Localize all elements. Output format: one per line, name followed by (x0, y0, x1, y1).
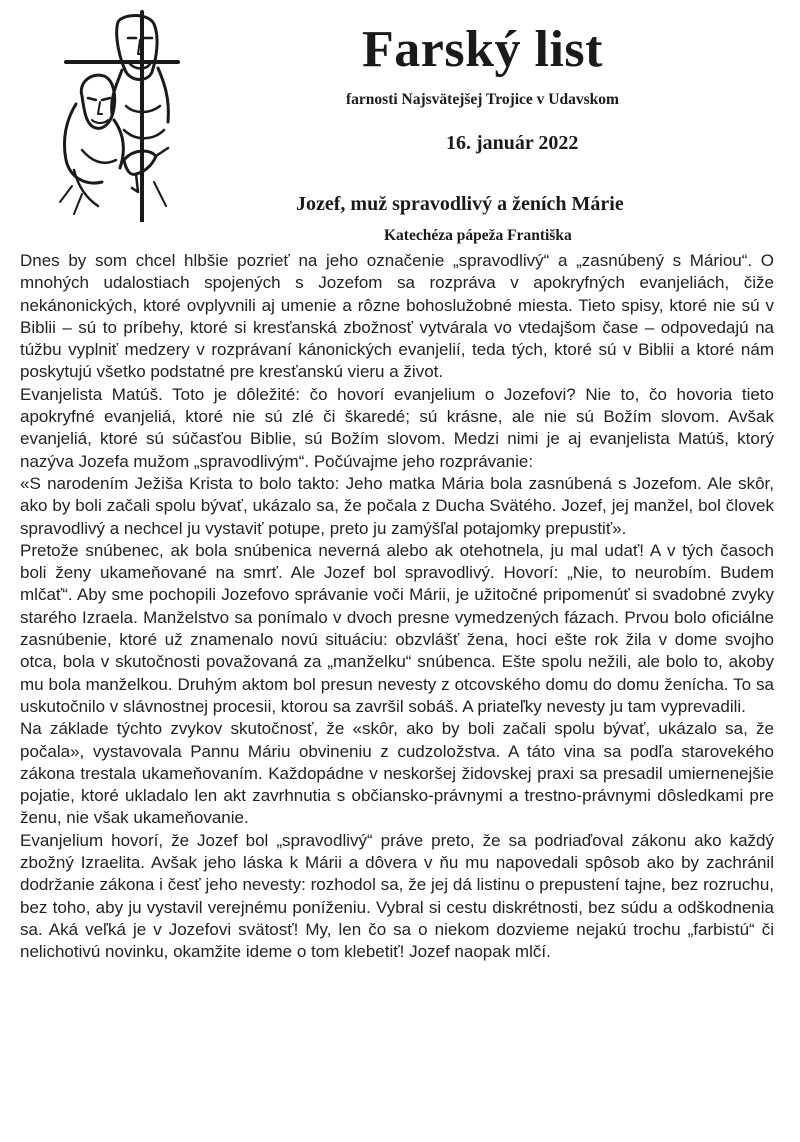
parish-subtitle: farnosti Najsvätejšej Trojice v Udavskom (346, 91, 619, 108)
article-author: Katechéza pápeža Františka (384, 227, 572, 244)
article-headline: Jozef, muž spravodlivý a ženích Márie (296, 193, 624, 215)
article-paragraph: Evanjelium hovorí, že Jozef bol „spravodlivý“ práve preto, že sa podriaďoval zákonu ako každý zbožný Izraelita. Avšak jeho láska k Márii a dôvera v ňu mu napovedali spôsob ako by zachránil dodržanie zákona i česť jeho nevesty: rozhodol sa, že jej dá listinu o prepustení tajne, bez rozruchu, bez toho, aby ju vystavil verejnému poníženiu. Vybral si cestu diskrétnosti, bez súdu a odškodnenia sa. Aká veľká je v Jozefovi svätosť! My, len čo sa o niekom dozvieme nejakú trochu „farbistú“ či nelichotivú novinku, okamžite ideme o tom klebetiť! Jozef naopak mlčí. (20, 830, 774, 962)
article-quote: «S narodením Ježiša Krista to bolo takto: Jeho matka Mária bola zasnúbená s Jozefom. Ale skôr, ako by boli začali spolu bývať, ukázalo sa, že počala z Ducha Svätého. Jozef, jej manžel, bol človek spravodlivý a nechcel ju vystaviť potupe, preto ju zamýšľal potajomky prepustiť». (20, 473, 774, 538)
issue-date: 16. január 2022 (446, 132, 579, 154)
newsletter-title: Farský list (362, 21, 603, 78)
article-paragraph: Pretože snúbenec, ak bola snúbenica neverná alebo ak otehotnela, ju mal udať! A v tých časoch boli ženy ukameňované na smrť. Ale Jozef bol spravodlivý. Hovorí: „Nie, to neurobím. Budem mlčať“. Aby sme pochopili Jozefovo správanie voči Márii, je užitočné pripomenúť si svadobné zvyky starého Izraela. Manželstvo sa ponímalo v dvoch presne vymedzených fázach. Prvou bolo oficiálne zasnúbenie, ktoré už znamenalo novú situáciu: obzvlášť žena, hoci ešte rok žila v dome svojho otca, bola v skutočnosti považovaná za „manželku“ snúbenca. Ešte spolu nežili, ale bolo to, akoby mu bola manželkou. Druhým aktom bol presun nevesty z otcovského domu do domu ženícha. To sa uskutočnilo v slávnostnej procesii, ktorou sa završil sobáš. A priateľky nevesty ju tam vyprevadili. (20, 540, 774, 716)
holy-trinity-icon (52, 10, 180, 222)
article-paragraph: Evanjelista Matúš. Toto je dôležité: čo hovorí evanjelium o Jozefovi? Nie to, čo hovoria tieto apokryfné evanjeliá, ktoré nie sú zlé či škaredé; sú krásne, ale nie sú Božím slovom. Avšak evanjeliá, ktoré sú súčasťou Biblie, sú Božím slovom. Medzi nimi je aj evanjelista Matúš, ktorý nazýva Jozefa mužom „spravodlivým“. Počúvajme jeho rozprávanie: (20, 384, 774, 471)
article-paragraph: Dnes by som chcel hlbšie pozrieť na jeho označenie „spravodlivý“ a „zasnúbený s Máriou“. O mnohých udalostiach spojených s Jozefom sa rozpráva v apokryfných evanjeliách, čiže nekánonických, ktoré ovplyvnili aj umenie a rôzne bohoslužobné miesta. Tieto spisy, ktoré nie sú v Biblii – sú to príbehy, ktoré si kresťanská zbožnosť vytvárala vo vtedajšom čase – odpovedajú na túžbu vyplniť medzery v rozprávaní kánonických evanjelií, teda tých, ktoré sú v Biblii a ktoré nám poskytujú všetko podstatné pre kresťanskú vieru a život. (20, 251, 774, 382)
article-paragraph: Na základe týchto zvykov skutočnosť, že «skôr, ako by boli začali spolu bývať, ukázalo sa, že počala», vystavovala Pannu Máriu obvineniu z cudzoložstva. A táto vina sa podľa starovekého zákona trestala ukameňovaním. Každopádne v neskoršej židovskej praxi sa presadil umiernenejšie pojatie, ktoré ukladalo len akt zavrhnutia s občiansko-právnymi a trestno-právnymi dôsledkami pre ženu, nie však ukameňovanie. (20, 719, 774, 828)
article-body (20, 250, 774, 964)
